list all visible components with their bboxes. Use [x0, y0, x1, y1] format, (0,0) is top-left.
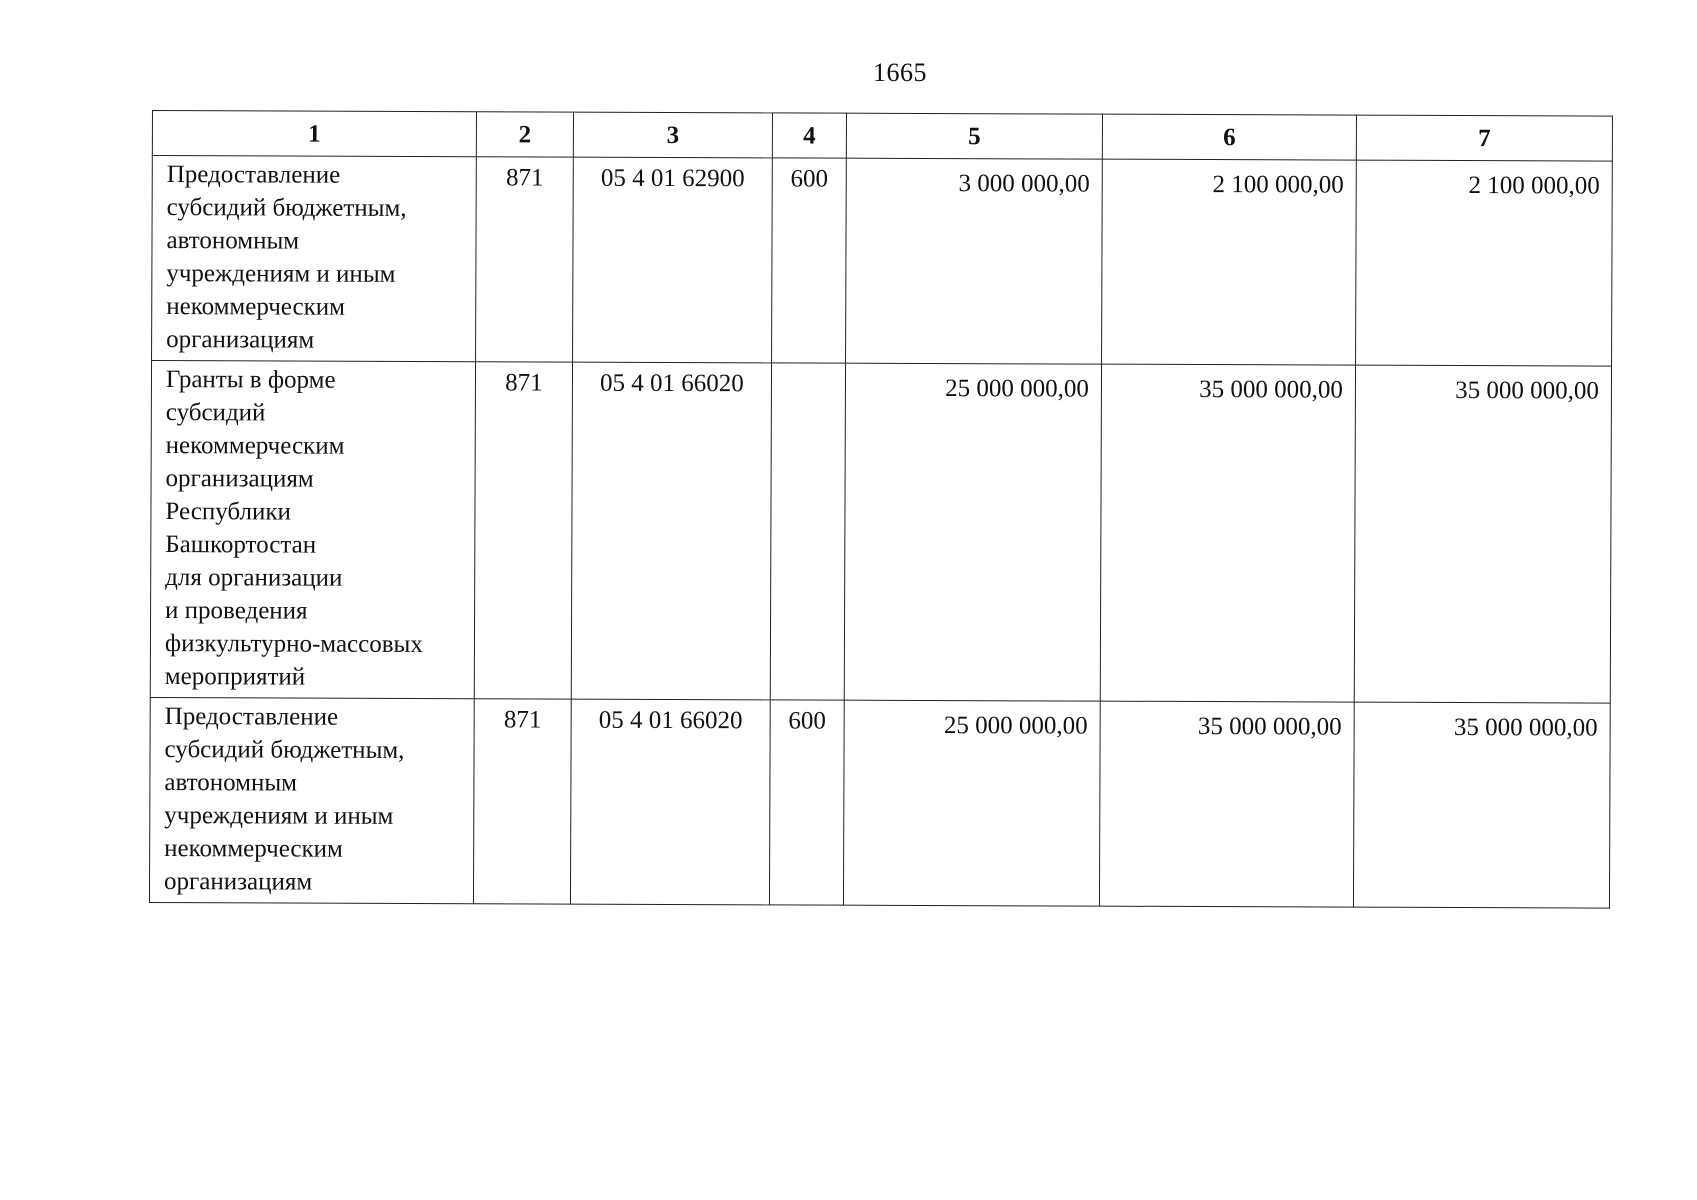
name-line: учреждениям и иным — [164, 802, 394, 830]
name-line: Башкортостан — [165, 531, 317, 559]
column-header-6: 6 — [1102, 114, 1356, 160]
column-header-2: 2 — [476, 112, 573, 157]
name-line: субсидий — [165, 399, 266, 427]
amount-col5-cell: 25 000 000,00 — [843, 700, 1100, 906]
amount-col7-cell: 35 000 000,00 — [1354, 365, 1611, 703]
name-line: Гранты в форме — [165, 366, 336, 394]
name-line: организациям — [165, 465, 314, 493]
name-line: и проведения — [165, 597, 308, 625]
name-line: некоммерческим — [165, 432, 345, 460]
name-line: субсидий бюджетным, — [164, 736, 405, 764]
name-line: организациям — [166, 326, 315, 354]
ministry-code-cell: 871 — [476, 157, 574, 362]
table-row — [152, 156, 1613, 367]
table-row — [150, 361, 1611, 704]
name-line: субсидий бюджетным, — [166, 194, 407, 222]
column-header-3: 3 — [573, 112, 772, 158]
amount-col7-cell: 2 100 000,00 — [1356, 160, 1613, 366]
name-line: Предоставление — [164, 703, 339, 731]
ministry-code-cell: 871 — [473, 699, 571, 904]
amount-col6-cell: 35 000 000,00 — [1100, 364, 1355, 702]
name-line: Республики — [165, 498, 291, 526]
name-line: некоммерческим — [164, 835, 343, 863]
name-line: организациям — [163, 868, 313, 896]
name-line: мероприятий — [164, 663, 306, 691]
name-line: автономным — [166, 227, 300, 255]
table-header-row — [152, 111, 1612, 162]
table-row — [149, 697, 1610, 908]
expense-type-cell: 600 — [772, 158, 847, 363]
expense-type-cell: 600 — [769, 700, 844, 905]
expense-type-cell — [770, 363, 845, 700]
amount-col5-cell: 25 000 000,00 — [844, 363, 1101, 701]
amount-col5-cell: 3 000 000,00 — [846, 158, 1103, 364]
column-header-7: 7 — [1356, 115, 1612, 161]
column-header-4: 4 — [772, 113, 846, 158]
row-name-cell — [152, 156, 477, 362]
row-name-cell — [149, 697, 474, 903]
budget-table — [149, 110, 1613, 909]
name-line: для организации — [165, 564, 343, 592]
name-line: физкультурно-массовых — [164, 630, 423, 659]
column-header-1: 1 — [152, 111, 476, 157]
name-line: Предоставление — [166, 161, 341, 189]
target-article-cell: 05 4 01 66020 — [571, 362, 771, 700]
name-line: некоммерческим — [166, 293, 346, 321]
amount-col6-cell: 35 000 000,00 — [1099, 701, 1354, 907]
column-header-5: 5 — [846, 113, 1102, 159]
row-name-cell — [150, 361, 475, 699]
page-number: 1665 — [873, 58, 927, 87]
target-article-cell: 05 4 01 62900 — [573, 157, 773, 363]
amount-col6-cell: 2 100 000,00 — [1102, 159, 1357, 365]
amount-col7-cell: 35 000 000,00 — [1353, 702, 1610, 908]
name-line: учреждениям и иным — [166, 260, 396, 288]
target-article-cell: 05 4 01 66020 — [570, 699, 770, 905]
ministry-code-cell: 871 — [474, 362, 572, 699]
name-line: автономным — [164, 769, 298, 797]
